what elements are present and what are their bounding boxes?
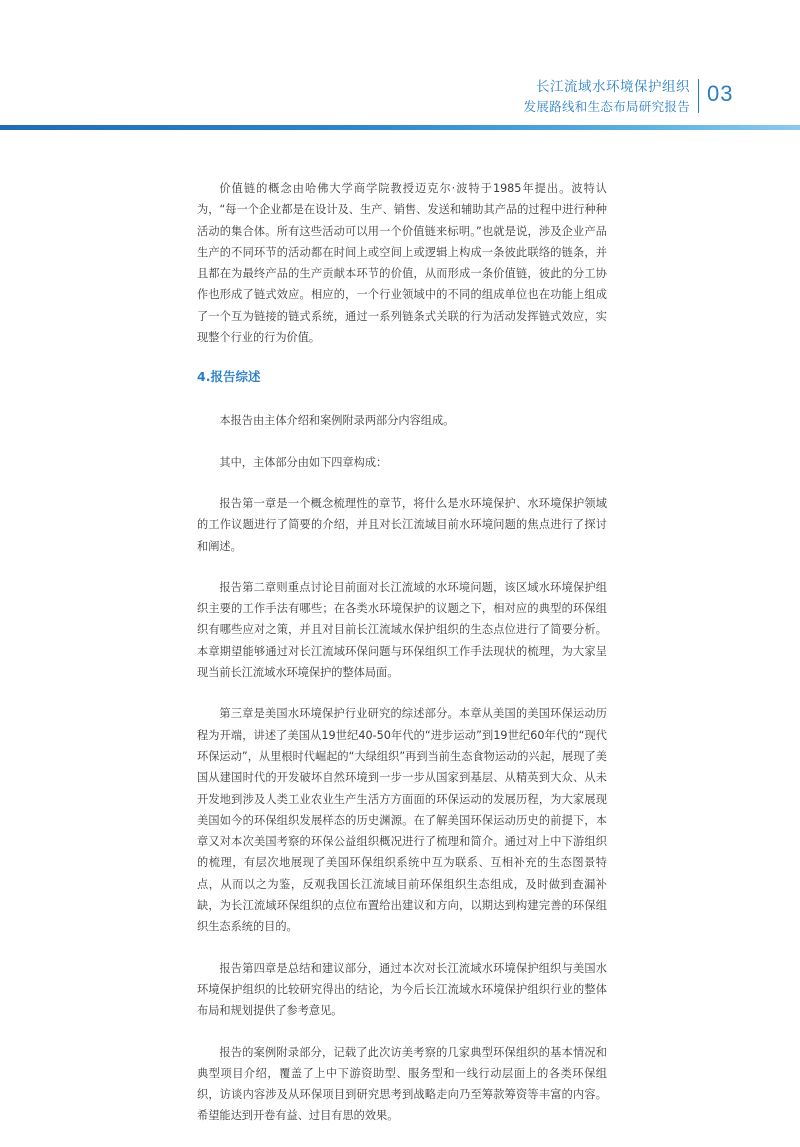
chapter-one-paragraph: 报告第一章是一个概念梳理性的章节，将什么是水环境保护、水环境保护领域的工作议题进行了简要的介绍，并且对长江流域目前水环境问题的焦点进行了探讨和阐述。	[197, 496, 607, 553]
chapter-four-paragraph: 报告第四章是总结和建议部分，通过本次对长江流域水环境保护组织与美国水环境保护组织的比较研究得出的结论，为今后长江流域水环境保护组织行业的整体布局和规划提供了参考意见。	[197, 961, 607, 1018]
intro-paragraph: 价值链的概念由哈佛大学商学院教授迈克尔·波特于1985年提出。波特认为，“每一个企业都是在设计及、生产、销售、发送和辅助其产品的过程中进行种种活动的集合体。所有这些活动可以用一个价值链来标明。”也就是说，涉及企业产品生产的不同环节的活动都在时间上或空间上或逻辑上构成一条彼此联络的链条，并且都在为最终产品的生产贡献本环节的价值，从而形成一条价值链，彼此的分工协作也形成了链式效应。相应的，一个行业领域中的不同的组成单位也在功能上组成了一个互为链接的链式系统，通过一系列链条式关联的行为活动发挥链式效应，实现整个行业的行为价值。	[197, 182, 607, 345]
section-heading: 4.报告综述	[197, 369, 261, 385]
body-paragraph: 其中，主体部分由如下四章构成：	[219, 455, 388, 469]
header-color-band	[0, 125, 800, 130]
header-divider	[698, 79, 699, 113]
report-subtitle: 发展路线和生态布局研究报告	[523, 99, 690, 114]
page-number: 03	[707, 81, 734, 106]
appendix-paragraph: 报告的案例附录部分，记载了此次访美考察的几家典型环保组织的基本情况和典型项目介绍，覆盖了上中下游资助型、服务型和一线行动层面上的各类环保组织，访谈内容涉及从环保项目到研究思考到战略走向乃至筹款筹资等丰富的内容。希望能达到开卷有益、过目有思的效果。	[197, 1045, 607, 1123]
page-header	[0, 0, 800, 135]
body-paragraph: 本报告由主体介绍和案例附录两部分内容组成。	[219, 414, 455, 428]
chapter-two-paragraph: 报告第二章则重点讨论目前面对长江流域的水环境问题，该区域水环境保护组织主要的工作手法有哪些；在各类水环境保护的议题之下，相对应的典型的环保组织有哪些应对之策，并且对目前长江流域水保护组织的生态点位进行了简要分析。本章期望能够通过对长江流域环保问题与环保组织工作手法现状的梳理，为大家呈现当前长江流域水环境保护的整体局面。	[197, 580, 607, 680]
header-titles	[524, 78, 690, 116]
page-body	[197, 178, 607, 1147]
chapter-three-paragraph: 第三章是美国水环境保护行业研究的综述部分。本章从美国的美国环保运动历程为开端，讲述了美国从19世纪40-50年代的“进步运动”到19世纪60年代的“现代环保运动”，从里根时代崛起的“大绿组织”再到当前生态食物运动的兴起，展现了美国从建国时代的开发破坏自然环境到一步一步从国家到基层、从精英到大众、从未开发地到涉及人类工业农业生产生活方方面面的环保运动的发展历程，为大家展现美国如今的环保组织发展样态的历史渊源。在了解美国环保运动历史的前提下，本章又对本次美国考察的环保公益组织概况进行了梳理和简介。通过对上中下游组织的梳理，有层次地展现了美国环保组织系统中互为联系、互相补充的生态图景特点，从而以之为鉴，反观我国长江流域目前环保组织生态组成，及时做到查漏补缺，为长江流域环保组织的点位布置给出建议和方向，以期达到构建完善的环保组织生态系统的目的。	[197, 707, 607, 934]
report-title: 长江流域水环境保护组织	[536, 79, 690, 95]
